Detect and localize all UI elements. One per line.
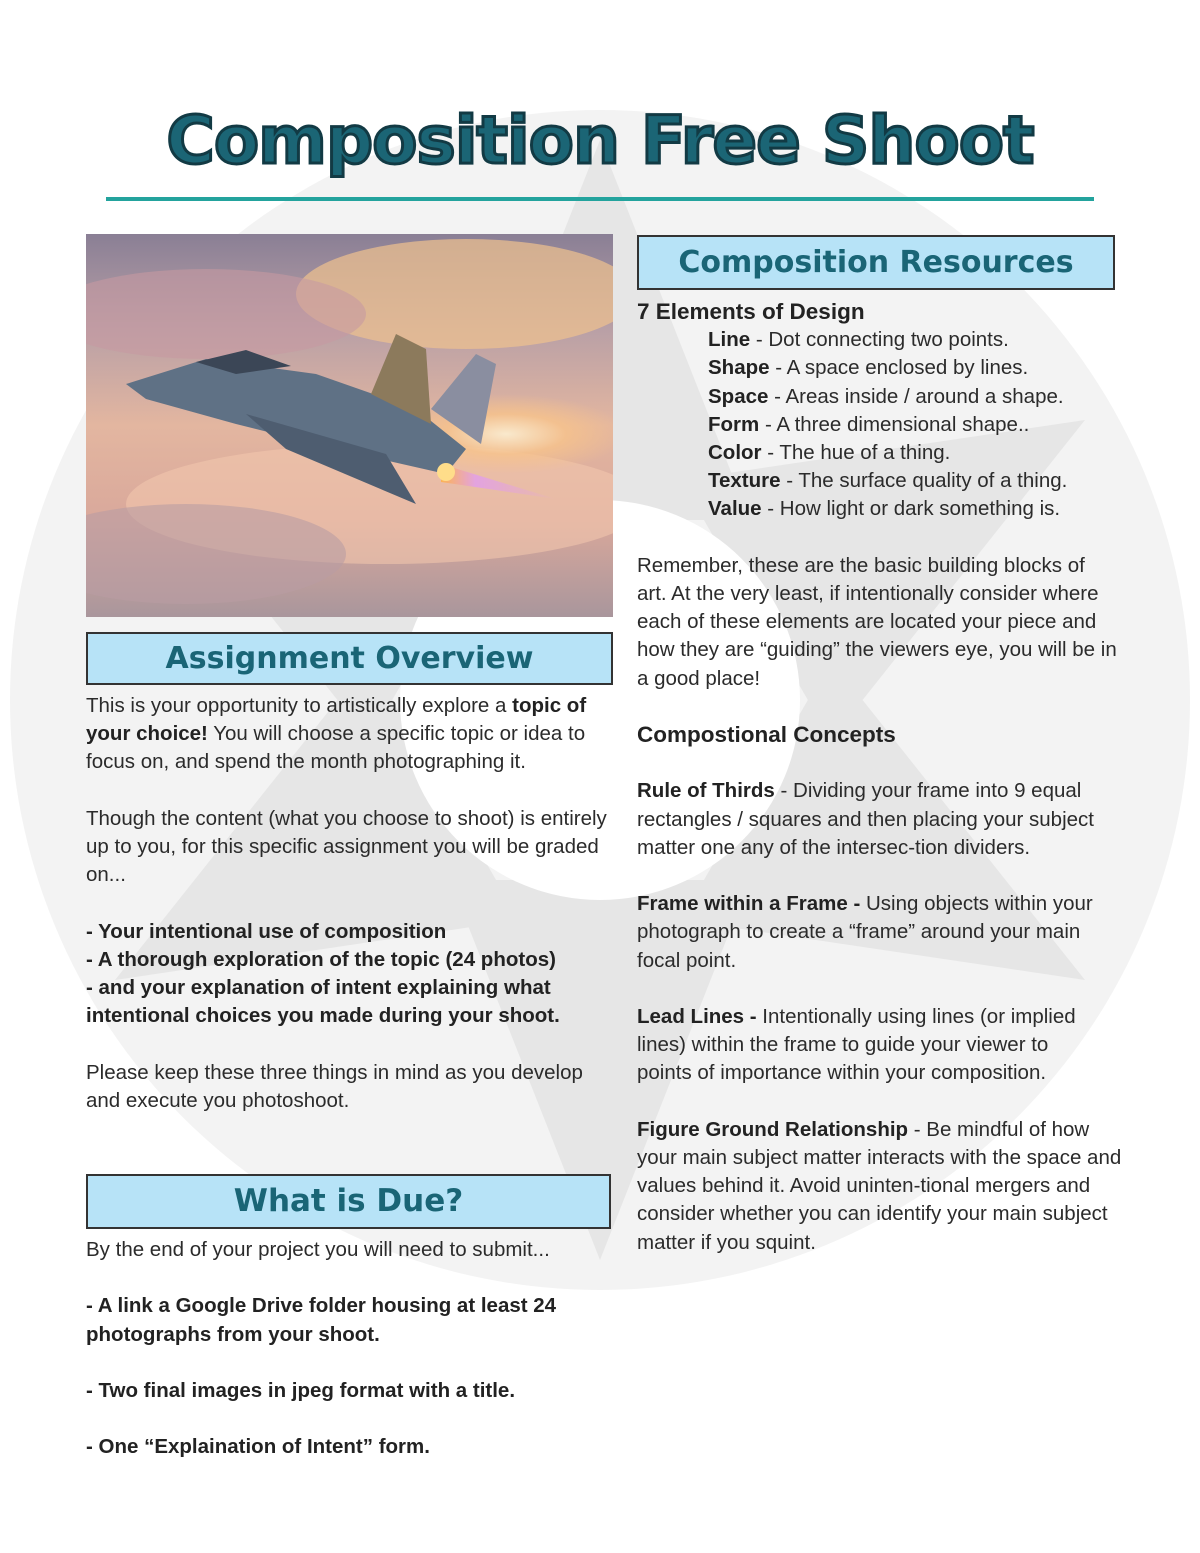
assignment-overview-heading: Assignment Overview: [86, 632, 613, 685]
title-divider: [106, 197, 1094, 201]
overview-paragraph-1: This is your opportunity to artistically explore a topic of your choice! You will choose a specific topic or idea to focus on, and spend the month photographing it.: [86, 694, 587, 774]
what-is-due-body: [86, 1236, 616, 1462]
element-item: Space - Areas inside / around a shape.: [708, 384, 1064, 408]
overview-paragraph-2: Though the content (what you choose to shoot) is entirely up to you, for this specific assignment you will be graded on...: [86, 806, 607, 887]
criteria-item: - and your explanation of intent explaining what intentional choices you made during your shoot.: [86, 976, 560, 1028]
assignment-overview-body: [86, 692, 616, 1115]
composition-resources-body: [637, 298, 1127, 1257]
remember-paragraph: Remember, these are the basic building blocks of art. At the very least, if intentionally consider where each of these elements are located your piece and how they are “guiding” the viewers eye, you will be in a good place!: [637, 553, 1117, 690]
element-item: Value - How light or dark something is.: [708, 497, 1061, 521]
overview-paragraph-3: Please keep these three things in mind as you develop and execute you photoshoot.: [86, 1060, 583, 1112]
concept-item: Lead Lines - Intentionally using lines (or implied lines) within the frame to guide your viewer to points of importance within your composition.: [637, 1005, 1076, 1085]
criteria-item: - Your intentional use of composition: [86, 919, 447, 943]
concept-item: Figure Ground Relationship - Be mindful of how your main subject matter interacts with the space and values behind it. Avoid uninten-tional mergers and consider whether you can identify your main subject matter if you squint.: [637, 1117, 1122, 1254]
composition-resources-heading: Composition Resources: [637, 235, 1115, 290]
element-item: Texture - The surface quality of a thing.: [708, 469, 1068, 493]
element-item: Color - The hue of a thing.: [708, 441, 951, 465]
due-item: - One “Explaination of Intent” form.: [86, 1435, 430, 1459]
due-item: - Two final images in jpeg format with a title.: [86, 1378, 516, 1402]
elements-of-design-title: 7 Elements of Design: [637, 299, 865, 324]
what-is-due-heading: What is Due?: [86, 1174, 611, 1229]
due-item: - A link a Google Drive folder housing at least 24 photographs from your shoot.: [86, 1294, 557, 1346]
element-item: Form - A three dimensional shape..: [708, 412, 1030, 436]
elements-list: [637, 326, 1127, 523]
concept-item: Frame within a Frame - Using objects within your photograph to create a “frame” around your main focal point.: [637, 892, 1093, 972]
page-title: Composition Free Shoot: [166, 102, 1034, 179]
element-item: Shape - A space enclosed by lines.: [708, 356, 1029, 380]
due-intro: By the end of your project you will need to submit...: [86, 1238, 550, 1261]
element-item: Line - Dot connecting two points.: [708, 328, 1009, 352]
concept-item: Rule of Thirds - Dividing your frame into 9 equal rectangles / squares and then placing your subject matter one any of the intersec-tion dividers.: [637, 779, 1094, 859]
fighter-jet-photo: [86, 234, 613, 617]
compositional-concepts-title: Compostional Concepts: [637, 722, 896, 748]
criteria-item: - A thorough exploration of the topic (24 photos): [86, 947, 556, 971]
